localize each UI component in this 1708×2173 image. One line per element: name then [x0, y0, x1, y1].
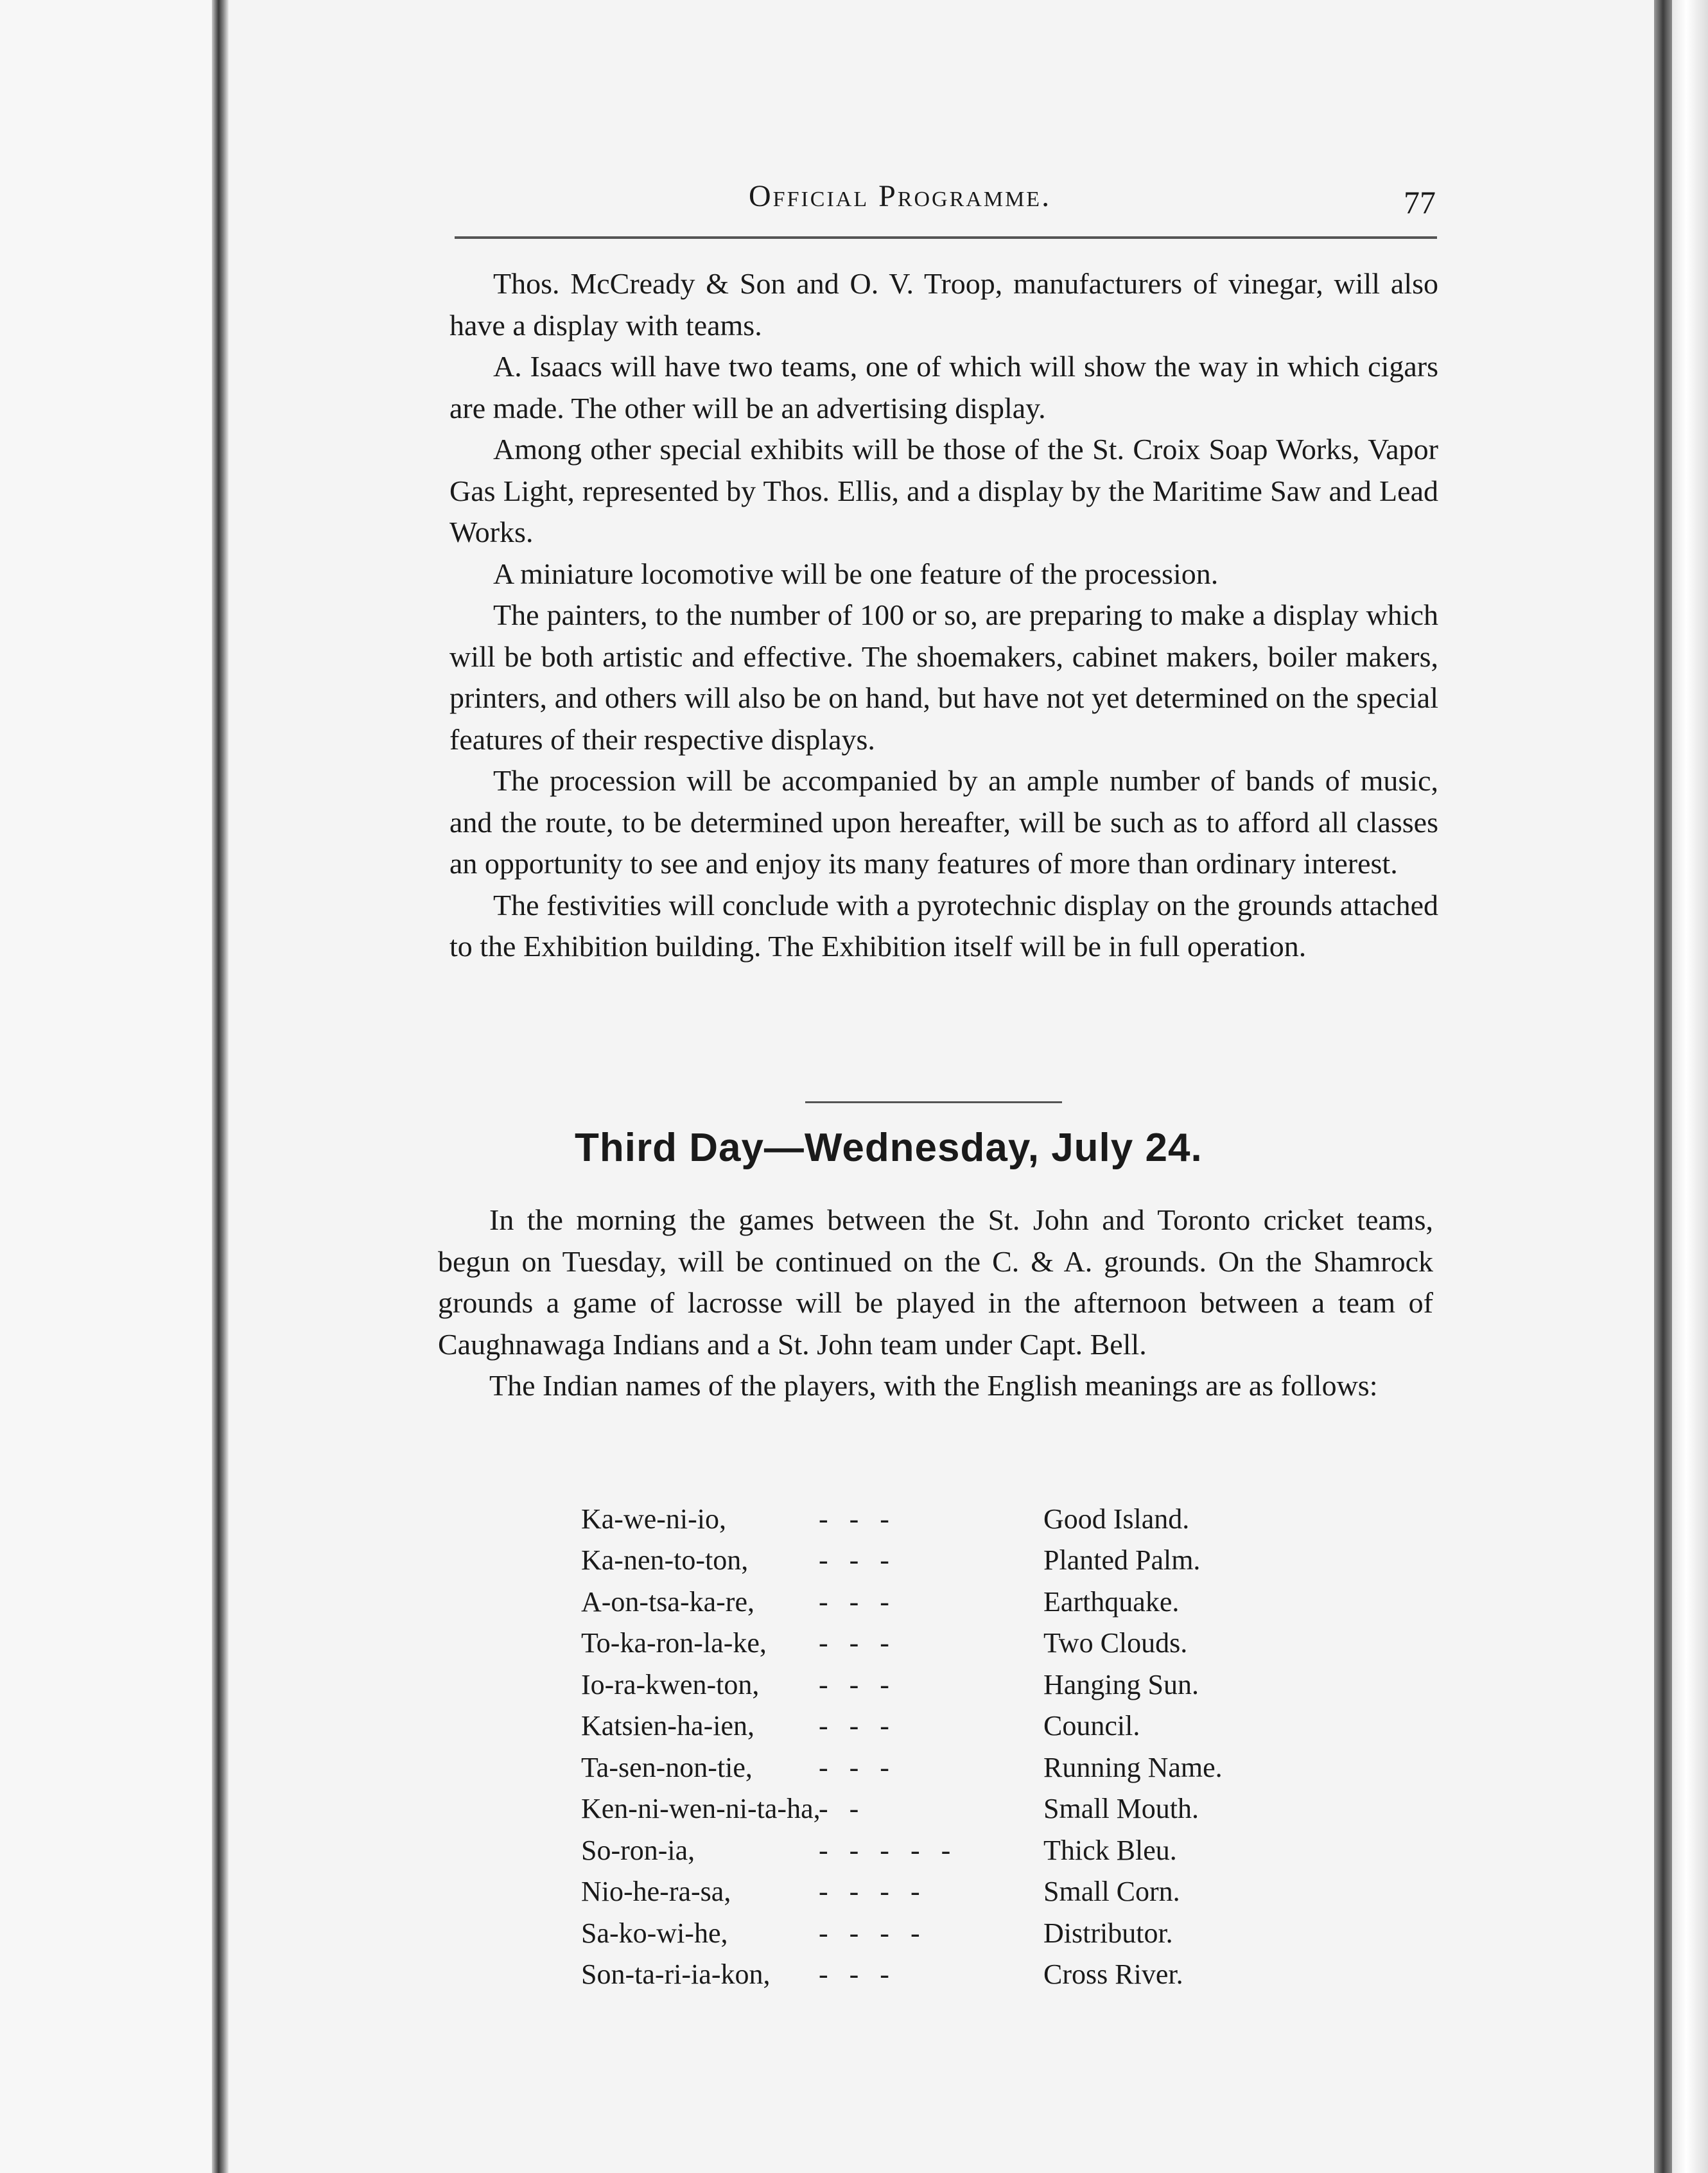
paragraph: In the morning the games between the St. John and Toronto cricket teams, begun on Tuesday, will be continued on the C. & A. grounds. On the Shamrock grounds a game of lacrosse will be played in the afternoon between a team of Caughnawaga Indians and a St. John team under Capt. Bell.: [438, 1203, 1433, 1361]
indian-name: So-ron-ia, - - - - -: [581, 1834, 951, 1866]
english-meaning: Running Name.: [1043, 1751, 1223, 1783]
english-meaning: Thick Bleu.: [1043, 1834, 1177, 1866]
paragraph: Thos. McCready & Son and O. V. Troop, manufacturers of vinegar, will also have a display with teams.: [449, 267, 1438, 342]
indian-name: Ka-we-ni-io, - - -: [581, 1503, 889, 1535]
left-page: [0, 0, 218, 2173]
paragraph: A. Isaacs will have two teams, one of which will show the way in which cigars are made. The other will be an advertising display.: [449, 350, 1438, 424]
english-meaning: Small Mouth.: [1043, 1793, 1199, 1825]
page-edge-shadow: [1654, 0, 1672, 2173]
running-head: Official Programme.: [749, 179, 1052, 213]
table-row: [581, 1664, 1352, 1706]
body-text-1: [449, 263, 1438, 968]
paragraph: The procession will be accompanied by an ample number of bands of music, and the route, to be determined upon hereafter, will be such as to afford all classes an opportunity to see and enjoy its many features of more than ordinary interest.: [449, 764, 1438, 880]
section-heading: Third Day—Wednesday, July 24.: [575, 1126, 1203, 1170]
table-row: [581, 1540, 1352, 1582]
book-gutter: [212, 0, 229, 2173]
paragraph: Among other special exhibits will be those of the St. Croix Soap Works, Vapor Gas Light, represented by Thos. Ellis, and a display by the Maritime Saw and Lead Works.: [449, 433, 1438, 548]
indian-name: Katsien-ha-ien, - - -: [581, 1710, 889, 1742]
table-row: [581, 1912, 1352, 1954]
header-rule: [455, 236, 1437, 239]
table-row: [581, 1954, 1352, 1996]
indian-name: Ken-ni-wen-ni-ta-ha, - -: [581, 1793, 859, 1825]
indian-name: To-ka-ron-la-ke, - - -: [581, 1627, 889, 1659]
paragraph: The Indian names of the players, with the English meanings are as follows:: [489, 1369, 1378, 1402]
english-meaning: Distributor.: [1043, 1917, 1173, 1949]
table-row: [581, 1788, 1352, 1830]
english-meaning: Two Clouds.: [1043, 1627, 1188, 1659]
english-meaning: Good Island.: [1043, 1503, 1190, 1535]
table-row: [581, 1623, 1352, 1664]
english-meaning: Council.: [1043, 1710, 1140, 1742]
indian-name: Io-ra-kwen-ton, - - -: [581, 1668, 889, 1700]
indian-name: Nio-he-ra-sa, - - - -: [581, 1876, 920, 1908]
indian-name: Ka-nen-to-ton, - - -: [581, 1544, 889, 1576]
table-row: [581, 1829, 1352, 1871]
paragraph: A miniature locomotive will be one feature of the procession.: [493, 557, 1219, 590]
paragraph: The festivities will conclude with a pyrotechnic display on the grounds attached to the Exhibition building. The Exhibition itself will be in full operation.: [449, 888, 1438, 963]
indian-name: A-on-tsa-ka-re, - - -: [581, 1585, 889, 1618]
table-row: [581, 1871, 1352, 1913]
body-text-2: [438, 1200, 1433, 1407]
indian-name: Ta-sen-non-tie, - - -: [581, 1751, 889, 1783]
page-edge: [1672, 0, 1708, 2173]
english-meaning: Hanging Sun.: [1043, 1668, 1199, 1700]
english-meaning: Planted Palm.: [1043, 1544, 1201, 1576]
page-number: 77: [1404, 184, 1436, 220]
english-meaning: Earthquake.: [1043, 1585, 1180, 1618]
english-meaning: Cross River.: [1043, 1959, 1183, 1991]
player-names-table: [581, 1498, 1352, 1995]
table-row: [581, 1581, 1352, 1623]
section-separator: [805, 1101, 1062, 1103]
table-row: [581, 1706, 1352, 1747]
english-meaning: Small Corn.: [1043, 1876, 1180, 1908]
paragraph: The painters, to the number of 100 or so, are preparing to make a display which will be both artistic and effective. The shoemakers, cabinet makers, boiler makers, printers, and others will also be on hand, but have not yet determined on the special features of their respective displays.: [449, 598, 1438, 756]
indian-name: Sa-ko-wi-he, - - - -: [581, 1917, 920, 1949]
indian-name: Son-ta-ri-ia-kon, - - -: [581, 1959, 889, 1991]
table-row: [581, 1498, 1352, 1540]
table-row: [581, 1747, 1352, 1788]
